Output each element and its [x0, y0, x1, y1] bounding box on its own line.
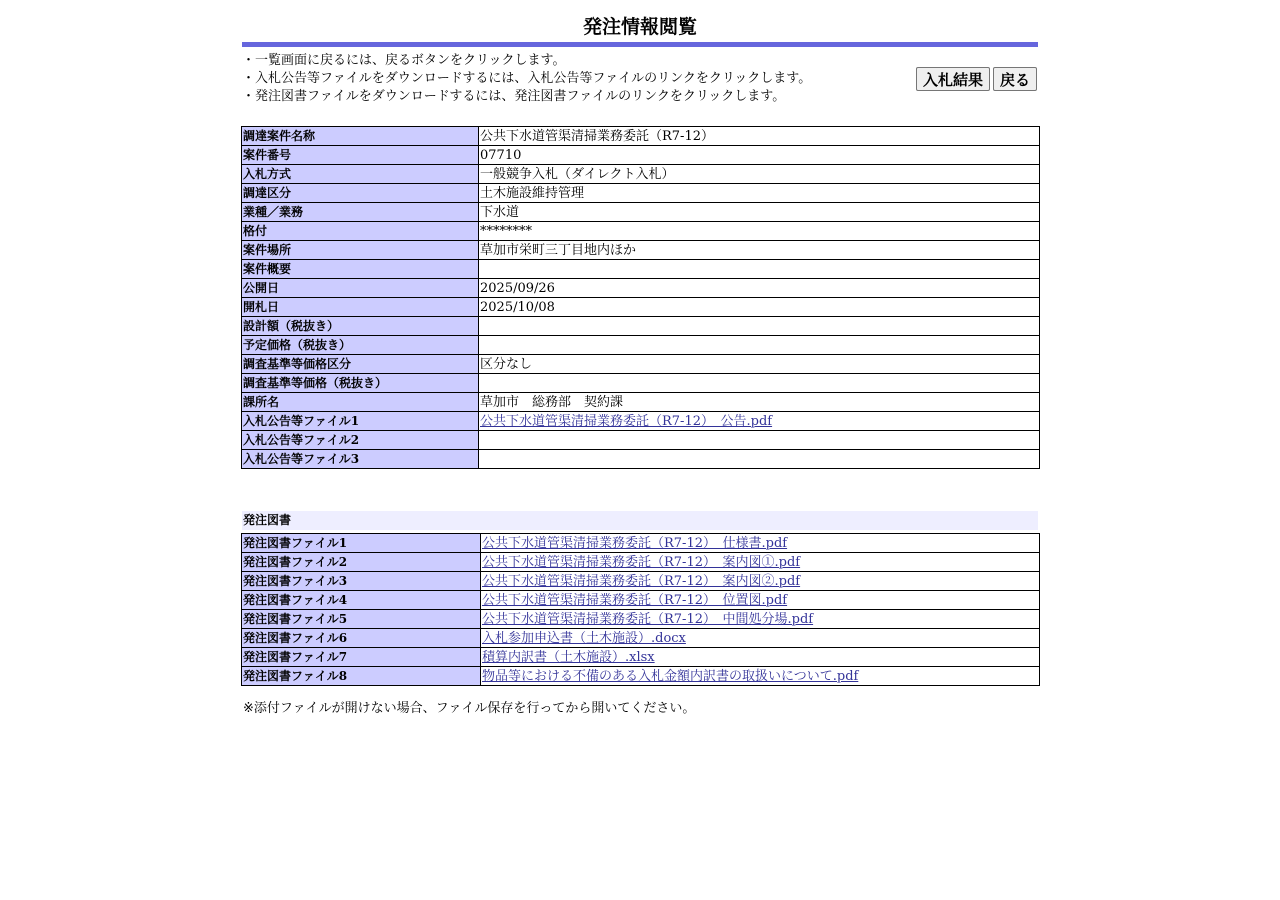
drawings-table	[241, 533, 1040, 686]
info-row	[242, 260, 1040, 279]
drawing-file-link[interactable]: 公共下水道管渠清掃業務委託（R7-12） 位置図.pdf	[482, 592, 788, 608]
info-value	[479, 450, 1040, 469]
info-row	[242, 165, 1040, 184]
info-value	[479, 336, 1040, 355]
info-value: 草加市 総務部 契約課	[479, 393, 1040, 412]
info-row	[242, 317, 1040, 336]
info-label: 業種／業務	[242, 203, 479, 222]
info-value	[479, 260, 1040, 279]
info-label: 入札公告等ファイル1	[242, 412, 479, 431]
info-label: 案件場所	[242, 241, 479, 260]
info-label: 課所名	[242, 393, 479, 412]
info-value: 下水道	[479, 203, 1040, 222]
info-row	[242, 431, 1040, 450]
drawing-label: 発注図書ファイル8	[242, 667, 481, 686]
drawing-value	[481, 667, 1040, 686]
info-value: 区分なし	[479, 355, 1040, 374]
drawing-file-link[interactable]: 公共下水道管渠清掃業務委託（R7-12） 仕様書.pdf	[482, 535, 788, 551]
info-row	[242, 374, 1040, 393]
info-label: 入札公告等ファイル2	[242, 431, 479, 450]
info-row	[242, 336, 1040, 355]
back-button[interactable]: 戻る	[993, 67, 1037, 91]
action-buttons	[916, 67, 1037, 91]
order-info-table	[241, 126, 1040, 469]
drawing-row	[242, 667, 1040, 686]
drawing-row	[242, 553, 1040, 572]
drawing-value	[481, 648, 1040, 667]
info-row	[242, 279, 1040, 298]
drawing-row	[242, 629, 1040, 648]
info-label: 格付	[242, 222, 479, 241]
drawing-label: 発注図書ファイル3	[242, 572, 481, 591]
info-value: 草加市栄町三丁目地内ほか	[479, 241, 1040, 260]
drawing-label: 発注図書ファイル7	[242, 648, 481, 667]
drawing-file-link[interactable]: 公共下水道管渠清掃業務委託（R7-12） 中間処分場.pdf	[482, 611, 814, 627]
info-row	[242, 241, 1040, 260]
drawing-label: 発注図書ファイル6	[242, 629, 481, 648]
info-value	[479, 374, 1040, 393]
drawing-label: 発注図書ファイル1	[242, 534, 481, 553]
info-value	[479, 412, 1040, 431]
info-row	[242, 146, 1040, 165]
drawing-row	[242, 591, 1040, 610]
drawing-value	[481, 610, 1040, 629]
drawing-file-link[interactable]: 公共下水道管渠清掃業務委託（R7-12） 案内図①.pdf	[482, 554, 801, 570]
info-label: 入札公告等ファイル3	[242, 450, 479, 469]
info-label: 入札方式	[242, 165, 479, 184]
info-label: 開札日	[242, 298, 479, 317]
info-row	[242, 222, 1040, 241]
instructions	[242, 52, 811, 106]
drawing-file-link[interactable]: 積算内訳書（土木施設）.xlsx	[482, 649, 655, 665]
info-label: 予定価格（税抜き）	[242, 336, 479, 355]
title-divider	[242, 42, 1038, 47]
info-label: 公開日	[242, 279, 479, 298]
info-value	[479, 317, 1040, 336]
info-label: 設計額（税抜き）	[242, 317, 479, 336]
footnote: ※添付ファイルが開けない場合、ファイル保存を行ってから開いてください。	[243, 701, 696, 716]
instruction-line: ・入札公告等ファイルをダウンロードするには、入札公告等ファイルのリンクをクリックします。	[242, 71, 812, 86]
drawing-file-link[interactable]: 公共下水道管渠清掃業務委託（R7-12） 案内図②.pdf	[482, 573, 801, 589]
info-value: 2025/09/26	[479, 279, 1040, 298]
drawing-value	[481, 629, 1040, 648]
info-label: 案件概要	[242, 260, 479, 279]
drawing-file-link[interactable]: 物品等における不備のある入札金額内訳書の取扱いについて.pdf	[482, 668, 859, 684]
drawing-label: 発注図書ファイル4	[242, 591, 481, 610]
drawing-row	[242, 648, 1040, 667]
drawings-section-title: 発注図書	[242, 511, 1038, 530]
info-value: 07710	[479, 146, 1040, 165]
info-row	[242, 355, 1040, 374]
info-value: ********	[479, 222, 1040, 241]
info-row	[242, 298, 1040, 317]
drawing-value	[481, 534, 1040, 553]
bid-result-button[interactable]: 入札結果	[916, 67, 990, 91]
info-row	[242, 450, 1040, 469]
instruction-line: ・一覧画面に戻るには、戻るボタンをクリックします。	[242, 53, 566, 68]
drawing-row	[242, 610, 1040, 629]
drawing-value	[481, 553, 1040, 572]
drawing-value	[481, 572, 1040, 591]
drawing-value	[481, 591, 1040, 610]
info-row	[242, 412, 1040, 431]
drawing-row	[242, 572, 1040, 591]
info-row	[242, 203, 1040, 222]
drawing-file-link[interactable]: 入札参加申込書（土木施設）.docx	[482, 630, 686, 646]
info-row	[242, 184, 1040, 203]
drawing-row	[242, 534, 1040, 553]
info-label: 調査基準等価格区分	[242, 355, 479, 374]
notice-file-link[interactable]: 公共下水道管渠清掃業務委託（R7-12） 公告.pdf	[480, 413, 773, 429]
instruction-line: ・発注図書ファイルをダウンロードするには、発注図書ファイルのリンクをクリックします。	[242, 89, 786, 104]
info-value: 公共下水道管渠清掃業務委託（R7-12）	[479, 127, 1040, 146]
info-label: 調達案件名称	[242, 127, 479, 146]
page-title: 発注情報閲覧	[582, 16, 697, 38]
info-value	[479, 431, 1040, 450]
info-value: 土木施設維持管理	[479, 184, 1040, 203]
info-row	[242, 127, 1040, 146]
info-value: 2025/10/08	[479, 298, 1040, 317]
info-value: 一般競争入札（ダイレクト入札）	[479, 165, 1040, 184]
info-label: 案件番号	[242, 146, 479, 165]
info-row	[242, 393, 1040, 412]
drawing-label: 発注図書ファイル2	[242, 553, 481, 572]
drawing-label: 発注図書ファイル5	[242, 610, 481, 629]
info-label: 調査基準等価格（税抜き）	[242, 374, 479, 393]
info-label: 調達区分	[242, 184, 479, 203]
